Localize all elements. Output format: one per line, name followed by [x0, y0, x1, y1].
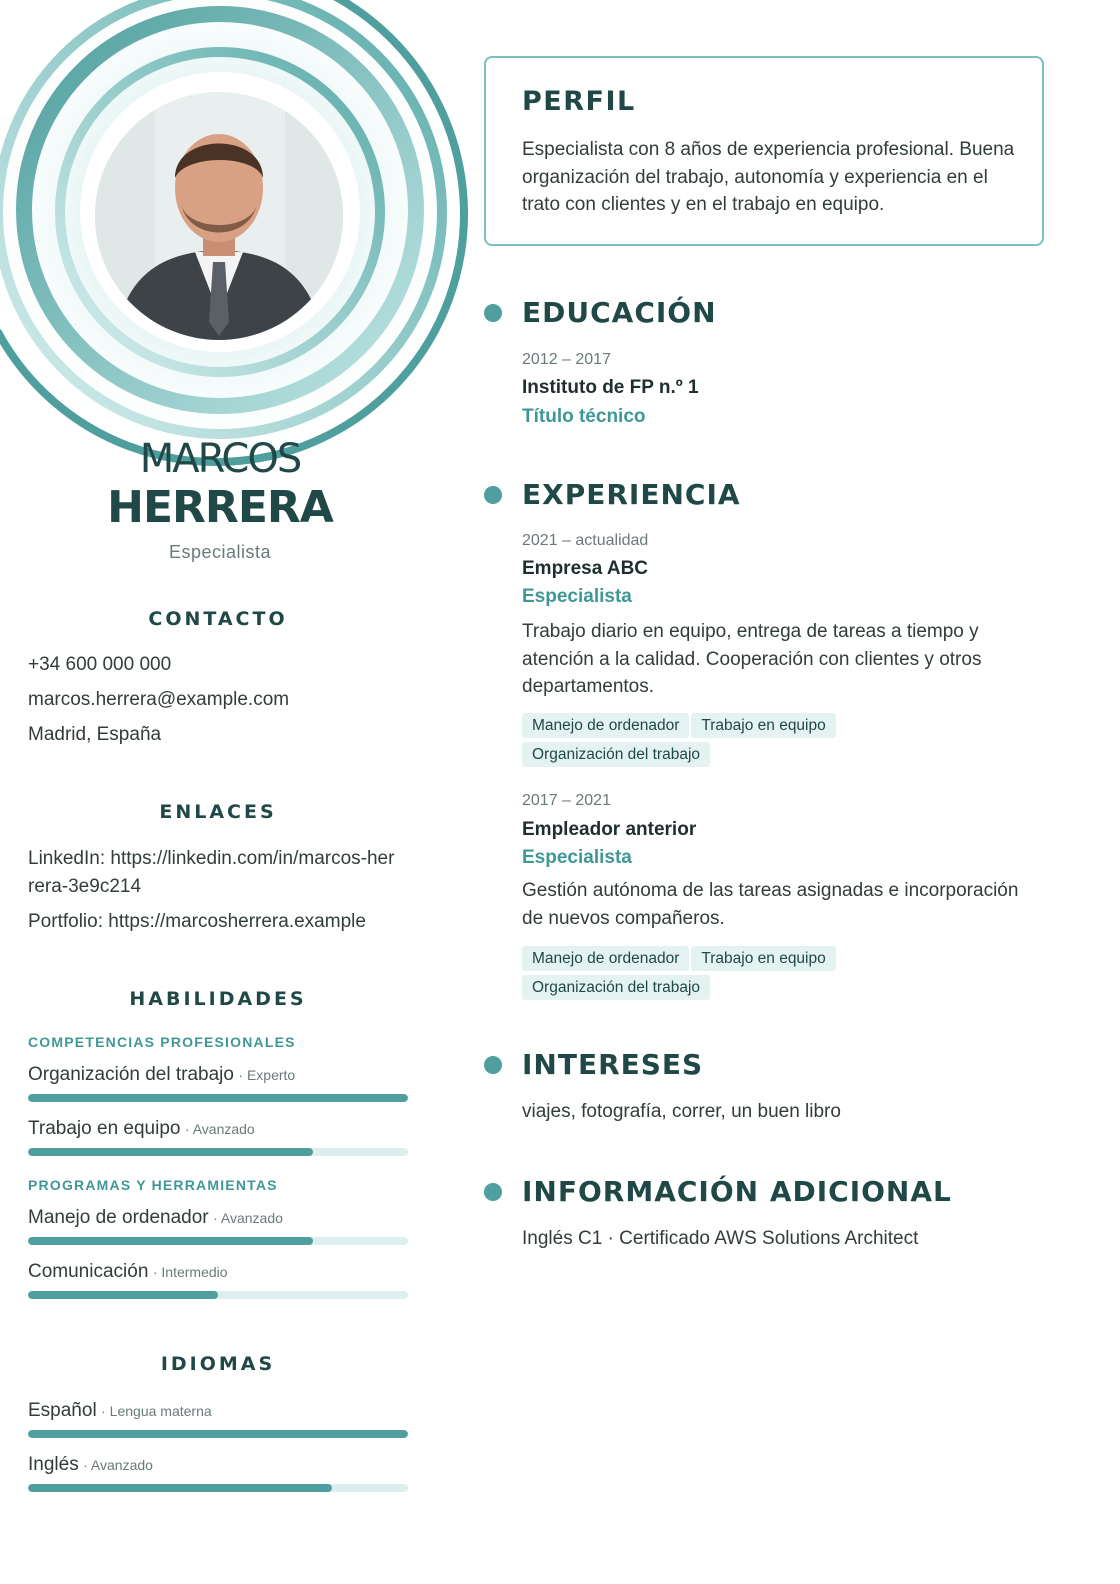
- section-bullet-icon: [484, 486, 502, 504]
- experience-position: Especialista: [522, 586, 632, 607]
- first-name: MARCOS: [139, 436, 301, 482]
- skill-tag: Manejo de ordenador: [522, 713, 689, 738]
- skill-label: Manejo de ordenador: [28, 1207, 209, 1228]
- left-sidebar: [0, 0, 440, 1584]
- education-degree: Título técnico: [522, 406, 646, 427]
- skill-level: · Intermedio: [152, 1264, 228, 1280]
- skills-heading: HABILIDADES: [129, 988, 307, 1010]
- skill-bar-fill: [28, 1094, 408, 1102]
- skill-bar-fill: [28, 1148, 313, 1156]
- languages-heading: IDIOMAS: [160, 1353, 276, 1375]
- profile-summary: Especialista con 8 años de experiencia profesional. Buena organización del trabajo, autonomía y experiencia en el trato con clientes y en el trabajo en equipo.: [522, 139, 1015, 215]
- language-bar: [28, 1484, 408, 1492]
- experience-date: 2017 – 2021: [522, 792, 611, 809]
- contact-phone[interactable]: +34 600 000 000: [28, 654, 172, 675]
- last-name: HERRERA: [107, 482, 333, 533]
- skill-item: [28, 1064, 408, 1102]
- skill-label: Comunicación: [28, 1261, 149, 1282]
- link-linkedin[interactable]: LinkedIn: https://linkedin.com/in/marcos-herrera-3e9c214: [28, 848, 395, 897]
- experience-company: Empleador anterior: [522, 819, 697, 840]
- language-label: Inglés: [28, 1454, 79, 1475]
- education-institution: Instituto de FP n.º 1: [522, 377, 699, 398]
- language-bar-fill: [28, 1430, 408, 1438]
- interests-heading: INTERESES: [522, 1048, 704, 1081]
- experience-description: Trabajo diario en equipo, entrega de tareas a tiempo y atención a la calidad. Cooperación con clientes y otros departamentos.: [522, 621, 982, 697]
- education-heading: EDUCACIÓN: [522, 296, 717, 329]
- skill-label: Organización del trabajo: [28, 1064, 234, 1085]
- skill-item: [28, 1118, 408, 1156]
- education-date: 2012 – 2017: [522, 351, 611, 368]
- experience-position: Especialista: [522, 847, 632, 868]
- experience-tags: [522, 946, 882, 1004]
- language-bar-fill: [28, 1484, 332, 1492]
- job-title: Especialista: [168, 542, 272, 562]
- skill-level: · Avanzado: [213, 1210, 283, 1226]
- skill-bar: [28, 1291, 408, 1299]
- skill-bar: [28, 1237, 408, 1245]
- experience-tags: [522, 713, 882, 771]
- skill-label: Trabajo en equipo: [28, 1118, 181, 1139]
- language-label: Español: [28, 1400, 97, 1421]
- skill-tag: Trabajo en equipo: [691, 946, 835, 971]
- section-bullet-icon: [484, 304, 502, 322]
- additional-info-heading: INFORMACIÓN ADICIONAL: [522, 1175, 952, 1208]
- skill-tag: Organización del trabajo: [522, 742, 710, 767]
- skill-bar: [28, 1148, 408, 1156]
- experience-description: Gestión autónoma de las tareas asignadas e incorporación de nuevos compañeros.: [522, 880, 1019, 929]
- experience-heading: EXPERIENCIA: [522, 478, 741, 511]
- profile-section: [484, 56, 1044, 246]
- language-level: · Avanzado: [83, 1457, 153, 1473]
- skill-bar-fill: [28, 1237, 313, 1245]
- skills-group-title: PROGRAMAS Y HERRAMIENTAS: [28, 1177, 278, 1193]
- skill-level: · Avanzado: [184, 1121, 255, 1137]
- section-bullet-icon: [484, 1183, 502, 1201]
- section-bullet-icon: [484, 1056, 502, 1074]
- contact-email[interactable]: marcos.herrera@example.com: [28, 689, 290, 710]
- skill-tag: Organización del trabajo: [522, 975, 710, 1000]
- person-avatar-icon: [95, 92, 343, 340]
- language-bar: [28, 1430, 408, 1438]
- contact-heading: CONTACTO: [148, 608, 288, 630]
- skill-item: [28, 1261, 408, 1299]
- skill-bar: [28, 1094, 408, 1102]
- contact-location: Madrid, España: [28, 724, 162, 745]
- additional-info-text: Inglés C1 · Certificado AWS Solutions Architect: [522, 1228, 919, 1249]
- experience-company: Empresa ABC: [522, 558, 649, 579]
- interests-text: viajes, fotografía, correr, un buen libro: [522, 1101, 841, 1122]
- language-item: [28, 1400, 408, 1438]
- skill-item: [28, 1207, 408, 1245]
- experience-date: 2021 – actualidad: [522, 532, 649, 549]
- skill-level: · Experto: [238, 1067, 296, 1083]
- skill-tag: Trabajo en equipo: [691, 713, 835, 738]
- profile-photo: [95, 92, 343, 340]
- links-heading: ENLACES: [159, 801, 277, 823]
- profile-heading: PERFIL: [522, 86, 636, 117]
- language-item: [28, 1454, 408, 1492]
- skill-tag: Manejo de ordenador: [522, 946, 689, 971]
- language-level: · Lengua materna: [101, 1403, 212, 1419]
- skills-group-title: COMPETENCIAS PROFESIONALES: [28, 1034, 296, 1050]
- skill-bar-fill: [28, 1291, 218, 1299]
- link-portfolio[interactable]: Portfolio: https://marcosherrera.example: [28, 911, 366, 932]
